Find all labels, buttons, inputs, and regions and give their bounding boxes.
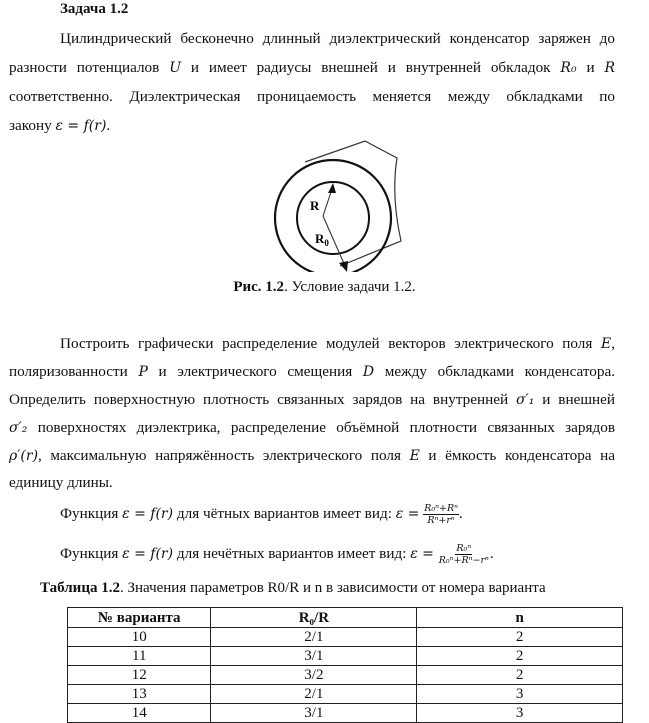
text: и ёмкость конденсатора на [419,447,615,464]
var-rho: ρ′(r) [9,448,39,464]
table-row [68,647,623,666]
text: для чётных вариантов имеет вид: [173,504,396,522]
function-even [60,503,463,526]
intro-line-2 [9,59,615,77]
table-caption-label: Таблица 1.2 [40,580,120,596]
problem-line-1 [60,335,615,353]
text: для нечётных вариантов имеет вид: [173,544,411,562]
var-E: E [600,336,612,352]
header-variant: № варианта [68,608,211,628]
text: и [576,59,605,76]
text: между обкладками конденсатора. [374,363,615,380]
label-r: R [310,198,320,213]
figure-caption-text: . Условие задачи 1.2. [284,279,416,295]
problem-line-4 [9,419,615,437]
text: и внешней [534,391,616,408]
text: Построить графически распределение модулей векторов электрического поля [60,335,601,352]
text: и имеет радиусы внешней и внутренней обкладок [181,59,561,76]
text: разности потенциалов [9,59,170,76]
cell-n: 3 [417,704,623,723]
text: закону [9,117,56,134]
table-row [68,685,623,704]
problem-line-2 [9,363,615,381]
period: . [489,544,494,562]
cell-n: 2 [417,666,623,685]
table-row [68,666,623,685]
text: . [106,117,111,134]
cell-ratio: 3/1 [211,647,417,666]
cell-variant: 11 [68,647,211,666]
table-header-row [68,608,623,628]
cell-variant: 12 [68,666,211,685]
var-E: E [409,448,420,464]
odd-denominator: R₀ⁿ+Rⁿ−rⁿ [438,555,489,566]
var-sigma1: σ′₁ [516,392,535,408]
figure-caption-label: Рис. 1.2 [233,279,285,295]
cell-ratio: 3/2 [211,666,417,685]
epsilon-lhs: ε = [395,505,420,522]
cell-n: 3 [417,685,623,704]
odd-fraction [438,543,490,566]
capacitor-figure [255,136,415,272]
text: поляризованности [9,363,139,380]
problem-line-3 [9,391,615,409]
epsilon-eq: ε = f(r) [122,545,174,562]
label-r0: $R_0$ [315,231,329,248]
text: поверхностях диэлектрика, распределение объёмной плотности связанных зарядов [27,419,615,436]
even-denominator: Rⁿ+rⁿ [427,515,455,526]
intro-line-1: Цилиндрический бесконечно длинный диэлектрический конденсатор заряжен до [60,30,615,47]
text: Определить поверхностную плотность связанных зарядов на внутренней [9,391,516,408]
outer-plate-circle [275,160,391,272]
table-row [68,628,623,647]
cell-n: 2 [417,628,623,647]
var-R0: R₀ [560,60,577,76]
cell-variant: 13 [68,685,211,704]
epsilon-eq: ε = f(r) [122,505,174,522]
table-caption [40,580,546,597]
odd-numerator: R₀ⁿ [456,543,472,554]
header-n: n [417,608,623,628]
problem-line-5 [9,447,615,465]
even-numerator: R₀ⁿ+Rⁿ [424,503,458,514]
cell-variant: 10 [68,628,211,647]
text: , максимальную напряжённость электрического поля [38,447,410,464]
text: , [611,335,615,352]
var-D: D [362,364,375,380]
figure-caption [0,279,649,296]
text: Функция [60,544,123,562]
period: . [459,504,463,522]
arrowhead-icon [328,183,336,193]
cell-n: 2 [417,647,623,666]
intro-line-4 [9,117,615,135]
cell-variant: 14 [68,704,211,723]
problem-line-6: единицу длины. [9,474,113,491]
var-R: R [604,60,615,76]
header-ratio: R₀/R [211,608,417,628]
var-P: P [138,364,148,380]
var-U: U [169,60,181,76]
cell-ratio: 2/1 [211,685,417,704]
task-title: Задача 1.2 [60,1,129,17]
intro-line-3: соответственно. Диэлектрическая проницаемость меняется между обкладками по [9,88,615,105]
table-caption-text: . Значения параметров R0/R и n в зависимости от номера варианта [119,580,546,596]
parameters-table [67,607,623,723]
even-fraction [423,503,459,526]
cell-ratio: 3/1 [211,704,417,723]
epsilon-lhs: ε = [410,545,434,562]
text: и электрического смещения [147,363,363,380]
function-odd [60,543,494,566]
text: Функция [60,504,123,522]
epsilon-eq: ε = f(r) [55,118,107,134]
var-sigma2: σ′₂ [9,420,28,436]
cell-ratio: 2/1 [211,628,417,647]
